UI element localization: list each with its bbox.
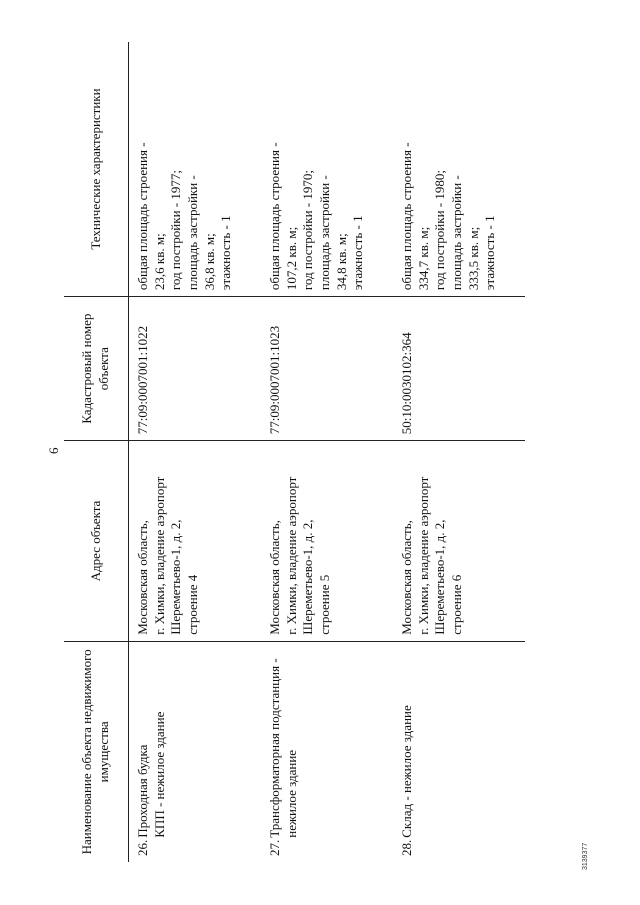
header-address: Адрес объекта xyxy=(64,441,129,641)
name-line: Склад - нежилое здание xyxy=(399,705,414,838)
page-number: 6 xyxy=(46,447,61,454)
technical-line: этажность - 1 xyxy=(350,215,366,291)
address-line: Шереметьево-1, д. 2, xyxy=(300,519,316,635)
header-cadastral: Кадастровый номер объекта xyxy=(64,297,129,441)
property-table xyxy=(64,42,525,862)
document-code: 3139377 xyxy=(582,842,589,870)
technical-line: площадь застройки - xyxy=(316,175,332,291)
address-line: г. Химки, владение аэропорт xyxy=(415,476,431,635)
address-line: г. Химки, владение аэропорт xyxy=(283,476,299,635)
header-technical: Технические характеристики xyxy=(64,42,129,297)
address-line: Шереметьево-1, д. 2, xyxy=(432,519,448,635)
technical-line: общая площадь строения - xyxy=(399,142,414,291)
address-line: строение 6 xyxy=(448,574,464,635)
address-line: г. Химки, владение аэропорт xyxy=(151,476,167,635)
address-line: Московская область, xyxy=(399,520,414,635)
cadastral-number: 50:10:0030102:364 xyxy=(393,297,525,441)
object-name xyxy=(129,641,262,842)
technical-line: площадь застройки - xyxy=(448,175,464,291)
address-line: строение 4 xyxy=(184,574,200,635)
technical-line: этажность - 1 xyxy=(482,215,498,291)
cadastral-number: 77:09:0007001:1023 xyxy=(261,297,393,441)
table-row xyxy=(393,42,525,862)
technical-specs xyxy=(261,42,393,297)
object-address xyxy=(261,441,393,641)
row-number: 27. xyxy=(267,839,282,856)
address-line: Московская область, xyxy=(135,520,150,635)
technical-line: 23,6 кв. м; xyxy=(151,233,167,291)
technical-specs xyxy=(393,42,525,297)
rotated-page xyxy=(40,42,630,862)
technical-line: год постройки - 1970; xyxy=(300,170,316,291)
technical-line: год постройки - 1980; xyxy=(432,170,448,291)
object-name xyxy=(261,641,393,842)
address-line: строение 5 xyxy=(316,574,332,635)
object-address xyxy=(393,441,525,641)
row-number: 28. xyxy=(399,839,414,856)
name-line: Проходная будка xyxy=(135,744,150,838)
table-row xyxy=(261,42,393,862)
row-number: 26. xyxy=(135,839,150,856)
technical-line: 333,5 кв. м; xyxy=(465,226,481,291)
cadastral-number: 77:09:0007001:1022 xyxy=(129,297,262,441)
technical-line: этажность - 1 xyxy=(218,215,234,291)
technical-line: год постройки - 1977; xyxy=(168,170,184,291)
technical-line: общая площадь строения - xyxy=(135,142,150,291)
address-line: Московская область, xyxy=(267,520,282,635)
object-name xyxy=(393,641,525,842)
header-name: Наименование объекта недвижимого имущества xyxy=(64,641,129,862)
name-line: КПП - нежилое здание xyxy=(151,711,167,838)
technical-line: 334,7 кв. м; xyxy=(415,226,431,291)
technical-specs xyxy=(129,42,262,297)
technical-line: 107,2 кв. м; xyxy=(283,226,299,291)
table-row xyxy=(129,42,262,862)
name-line: Трансформаторная подстанция - xyxy=(267,658,282,838)
technical-line: 34,8 кв. м; xyxy=(333,233,349,291)
technical-line: площадь застройки - xyxy=(184,175,200,291)
address-line: Шереметьево-1, д. 2, xyxy=(168,519,184,635)
table-header-row xyxy=(64,42,129,862)
technical-line: 36,8 кв. м; xyxy=(201,233,217,291)
name-line: нежилое здание xyxy=(283,749,299,838)
object-address xyxy=(129,441,262,641)
technical-line: общая площадь строения - xyxy=(267,142,282,291)
